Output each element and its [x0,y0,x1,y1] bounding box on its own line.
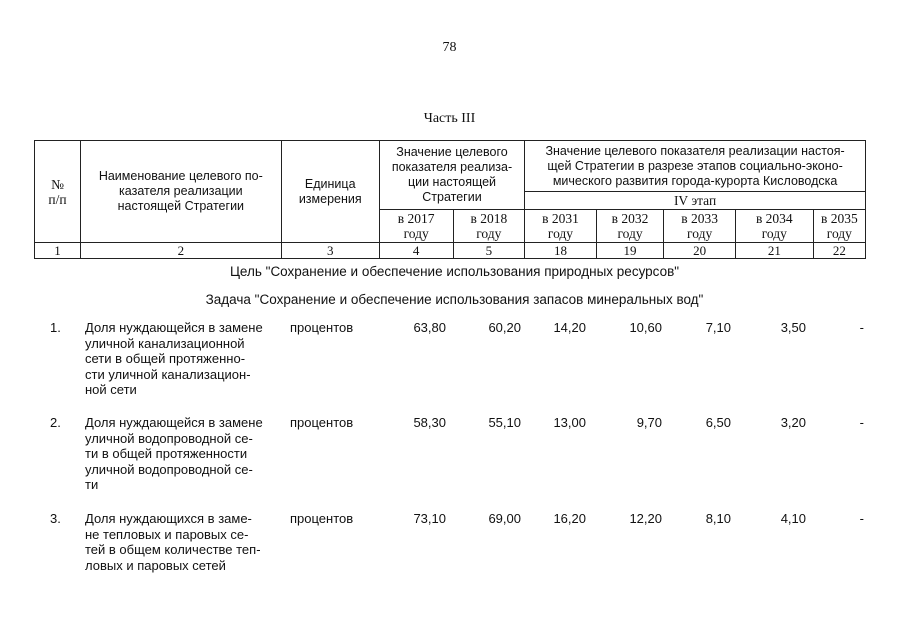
value-2035: - [859,511,864,526]
value-2034: 3,50 [780,320,806,335]
value-2035: - [859,320,864,335]
value-2032: 9,70 [636,415,662,430]
value-2017: 58,30 [413,415,446,430]
col-header-target-value: Значение целевого показателя реализа- ции настоящей Стратегии [379,141,524,210]
value-2035: - [859,415,864,430]
value-2017: 73,10 [413,511,446,526]
col-number: 3 [281,243,379,259]
row-number: 3. [50,511,61,526]
value-2031: 14,20 [553,320,586,335]
value-2033: 8,10 [705,511,731,526]
col-header-year: в 2034 году [735,210,813,243]
value-2034: 3,20 [780,415,806,430]
page-number: 78 [442,40,457,55]
value-2034: 4,10 [780,511,806,526]
indicator-unit: процентов [290,320,354,335]
col-header-unit: Единица измерения [281,141,379,243]
col-number: 4 [379,243,453,259]
part-title: Часть III [423,111,476,126]
row-number: 2. [50,415,61,430]
col-number: 18 [525,243,597,259]
value-2018: 55,10 [488,415,521,430]
col-number: 22 [813,243,865,259]
value-2033: 7,10 [705,320,731,335]
indicator-unit: процентов [290,415,354,430]
value-2031: 16,20 [553,511,586,526]
col-header-year: в 2031 году [525,210,597,243]
col-header-num: № п/п [35,141,81,243]
value-2017: 63,80 [413,320,446,335]
indicator-name: Доля нуждающихся в заме- не тепловых и паровых се- тей в общем количестве теп- ловых и паровых сетей [85,511,261,573]
col-header-stage: IV этап [525,192,866,210]
col-header-year: в 2032 году [596,210,664,243]
col-header-stages-value: Значение целевого показателя реализации настоя- щей Стратегии в разрезе этапов социально-эконо- мического развития города-курорта Кисловодска [525,141,866,192]
indicator-unit: процентов [290,511,354,526]
col-header-year: в 2017 году [379,210,453,243]
col-number: 19 [596,243,664,259]
col-number: 21 [735,243,813,259]
task-heading: Задача "Сохранение и обеспечение использования запасов минеральных вод" [205,292,704,307]
indicators-header-table [34,140,866,259]
col-header-year: в 2018 году [453,210,525,243]
col-number: 5 [453,243,525,259]
value-2031: 13,00 [553,415,586,430]
col-number: 1 [35,243,81,259]
col-number: 2 [81,243,282,259]
goal-heading: Цель "Сохранение и обеспечение использования природных ресурсов" [229,264,680,279]
value-2018: 60,20 [488,320,521,335]
value-2032: 12,20 [629,511,662,526]
indicator-name: Доля нуждающейся в замене уличной водопроводной се- ти в общей протяженности уличной водопроводной се- ти [85,415,263,492]
row-number: 1. [50,320,61,335]
value-2018: 69,00 [488,511,521,526]
col-header-name: Наименование целевого по- казателя реализации настоящей Стратегии [81,141,282,243]
value-2033: 6,50 [705,415,731,430]
value-2032: 10,60 [629,320,662,335]
col-header-year: в 2033 году [664,210,736,243]
col-number: 20 [664,243,736,259]
col-header-year: в 2035 году [813,210,865,243]
indicator-name: Доля нуждающейся в замене уличной канализационной сети в общей протяженно- сти уличной канализацион- ной сети [85,320,263,397]
